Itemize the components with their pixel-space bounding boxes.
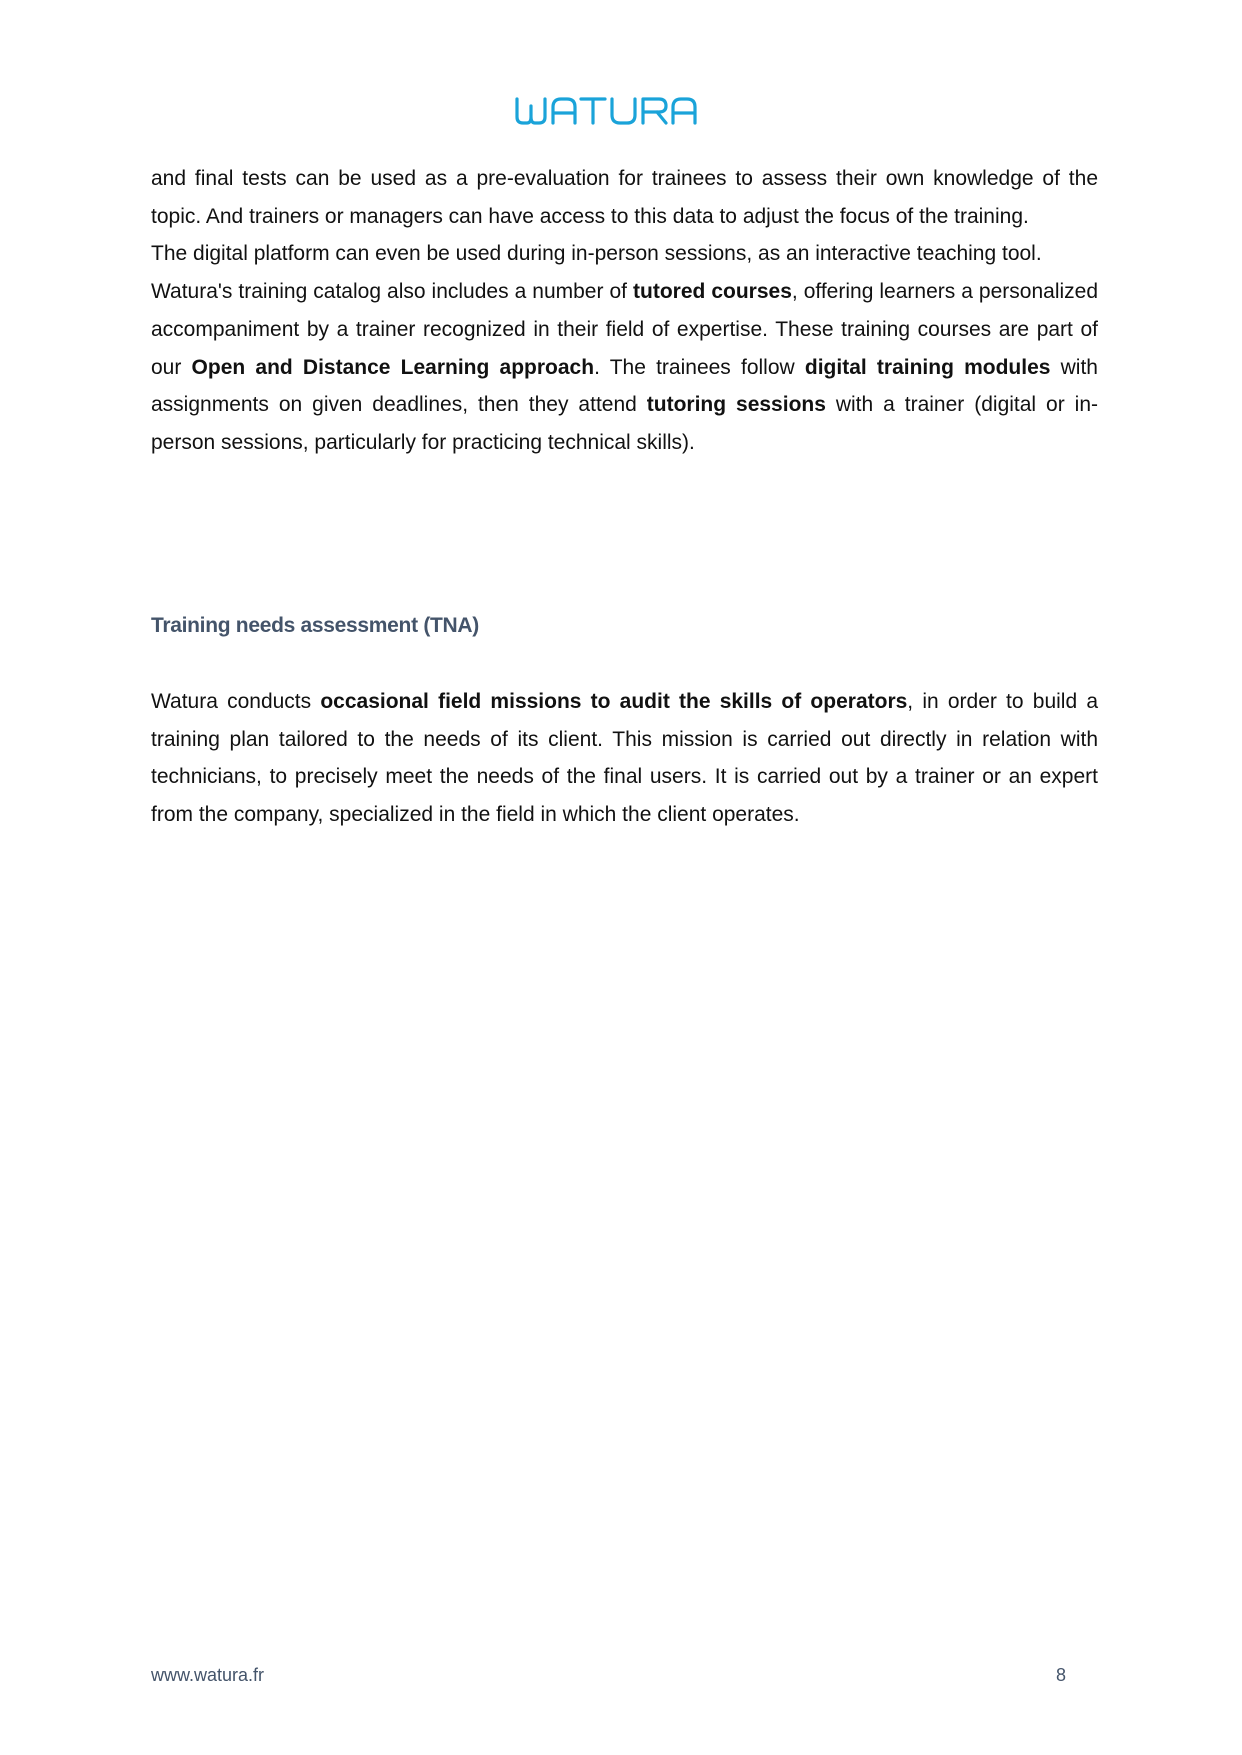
text-run: . The trainees follow — [594, 355, 805, 379]
tna-section — [151, 683, 1098, 834]
paragraph-2: The digital platform can even be used during in-person sessions, as an interactive teaching tool. — [151, 242, 1042, 266]
bold-tutoring-sessions: tutoring sessions — [646, 393, 826, 417]
body-text — [151, 160, 1098, 462]
paragraph-3 — [151, 273, 1098, 462]
footer-url[interactable]: www.watura.fr — [151, 1665, 265, 1685]
page-number: 8 — [1056, 1665, 1067, 1685]
text-run: with assignments on given deadlines, then they attend — [151, 355, 1098, 417]
bold-tutored-courses: tutored courses — [633, 280, 792, 304]
section-heading: Training needs assessment (TNA) — [151, 614, 479, 637]
bold-odl-approach: Open and Distance Learning approach — [191, 355, 595, 379]
text-run: , in order to build a training plan tailored to the needs of its client. This mission is carried out directly in relation with technicians, to precisely meet the needs of the final users. It is carried out by a trainer or an expert from the company, specialized in the field in which the client operates. — [151, 690, 1098, 827]
watura-logo — [0, 96, 1242, 131]
text-run: with a trainer (digital or in-person sessions, particularly for practicing technical skills). — [151, 393, 1098, 454]
paragraph-1: and final tests can be used as a pre-evaluation for trainees to assess their own knowledge of the topic. And trainers or managers can have access to this data to adjust the focus of the training. — [151, 167, 1098, 228]
tna-paragraph — [151, 683, 1098, 834]
text-run: , offering learners a personalized accompaniment by a trainer recognized in their field of expertise. These training courses are part of our — [151, 280, 1099, 379]
text-run: Watura's training catalog also includes a number of — [151, 280, 633, 304]
text-run: Watura conducts — [151, 690, 321, 713]
bold-digital-modules: digital training modules — [804, 355, 1051, 379]
bold-field-missions: occasional field missions to audit the skills of operators — [320, 690, 908, 713]
watura-logo-mark — [515, 96, 727, 126]
